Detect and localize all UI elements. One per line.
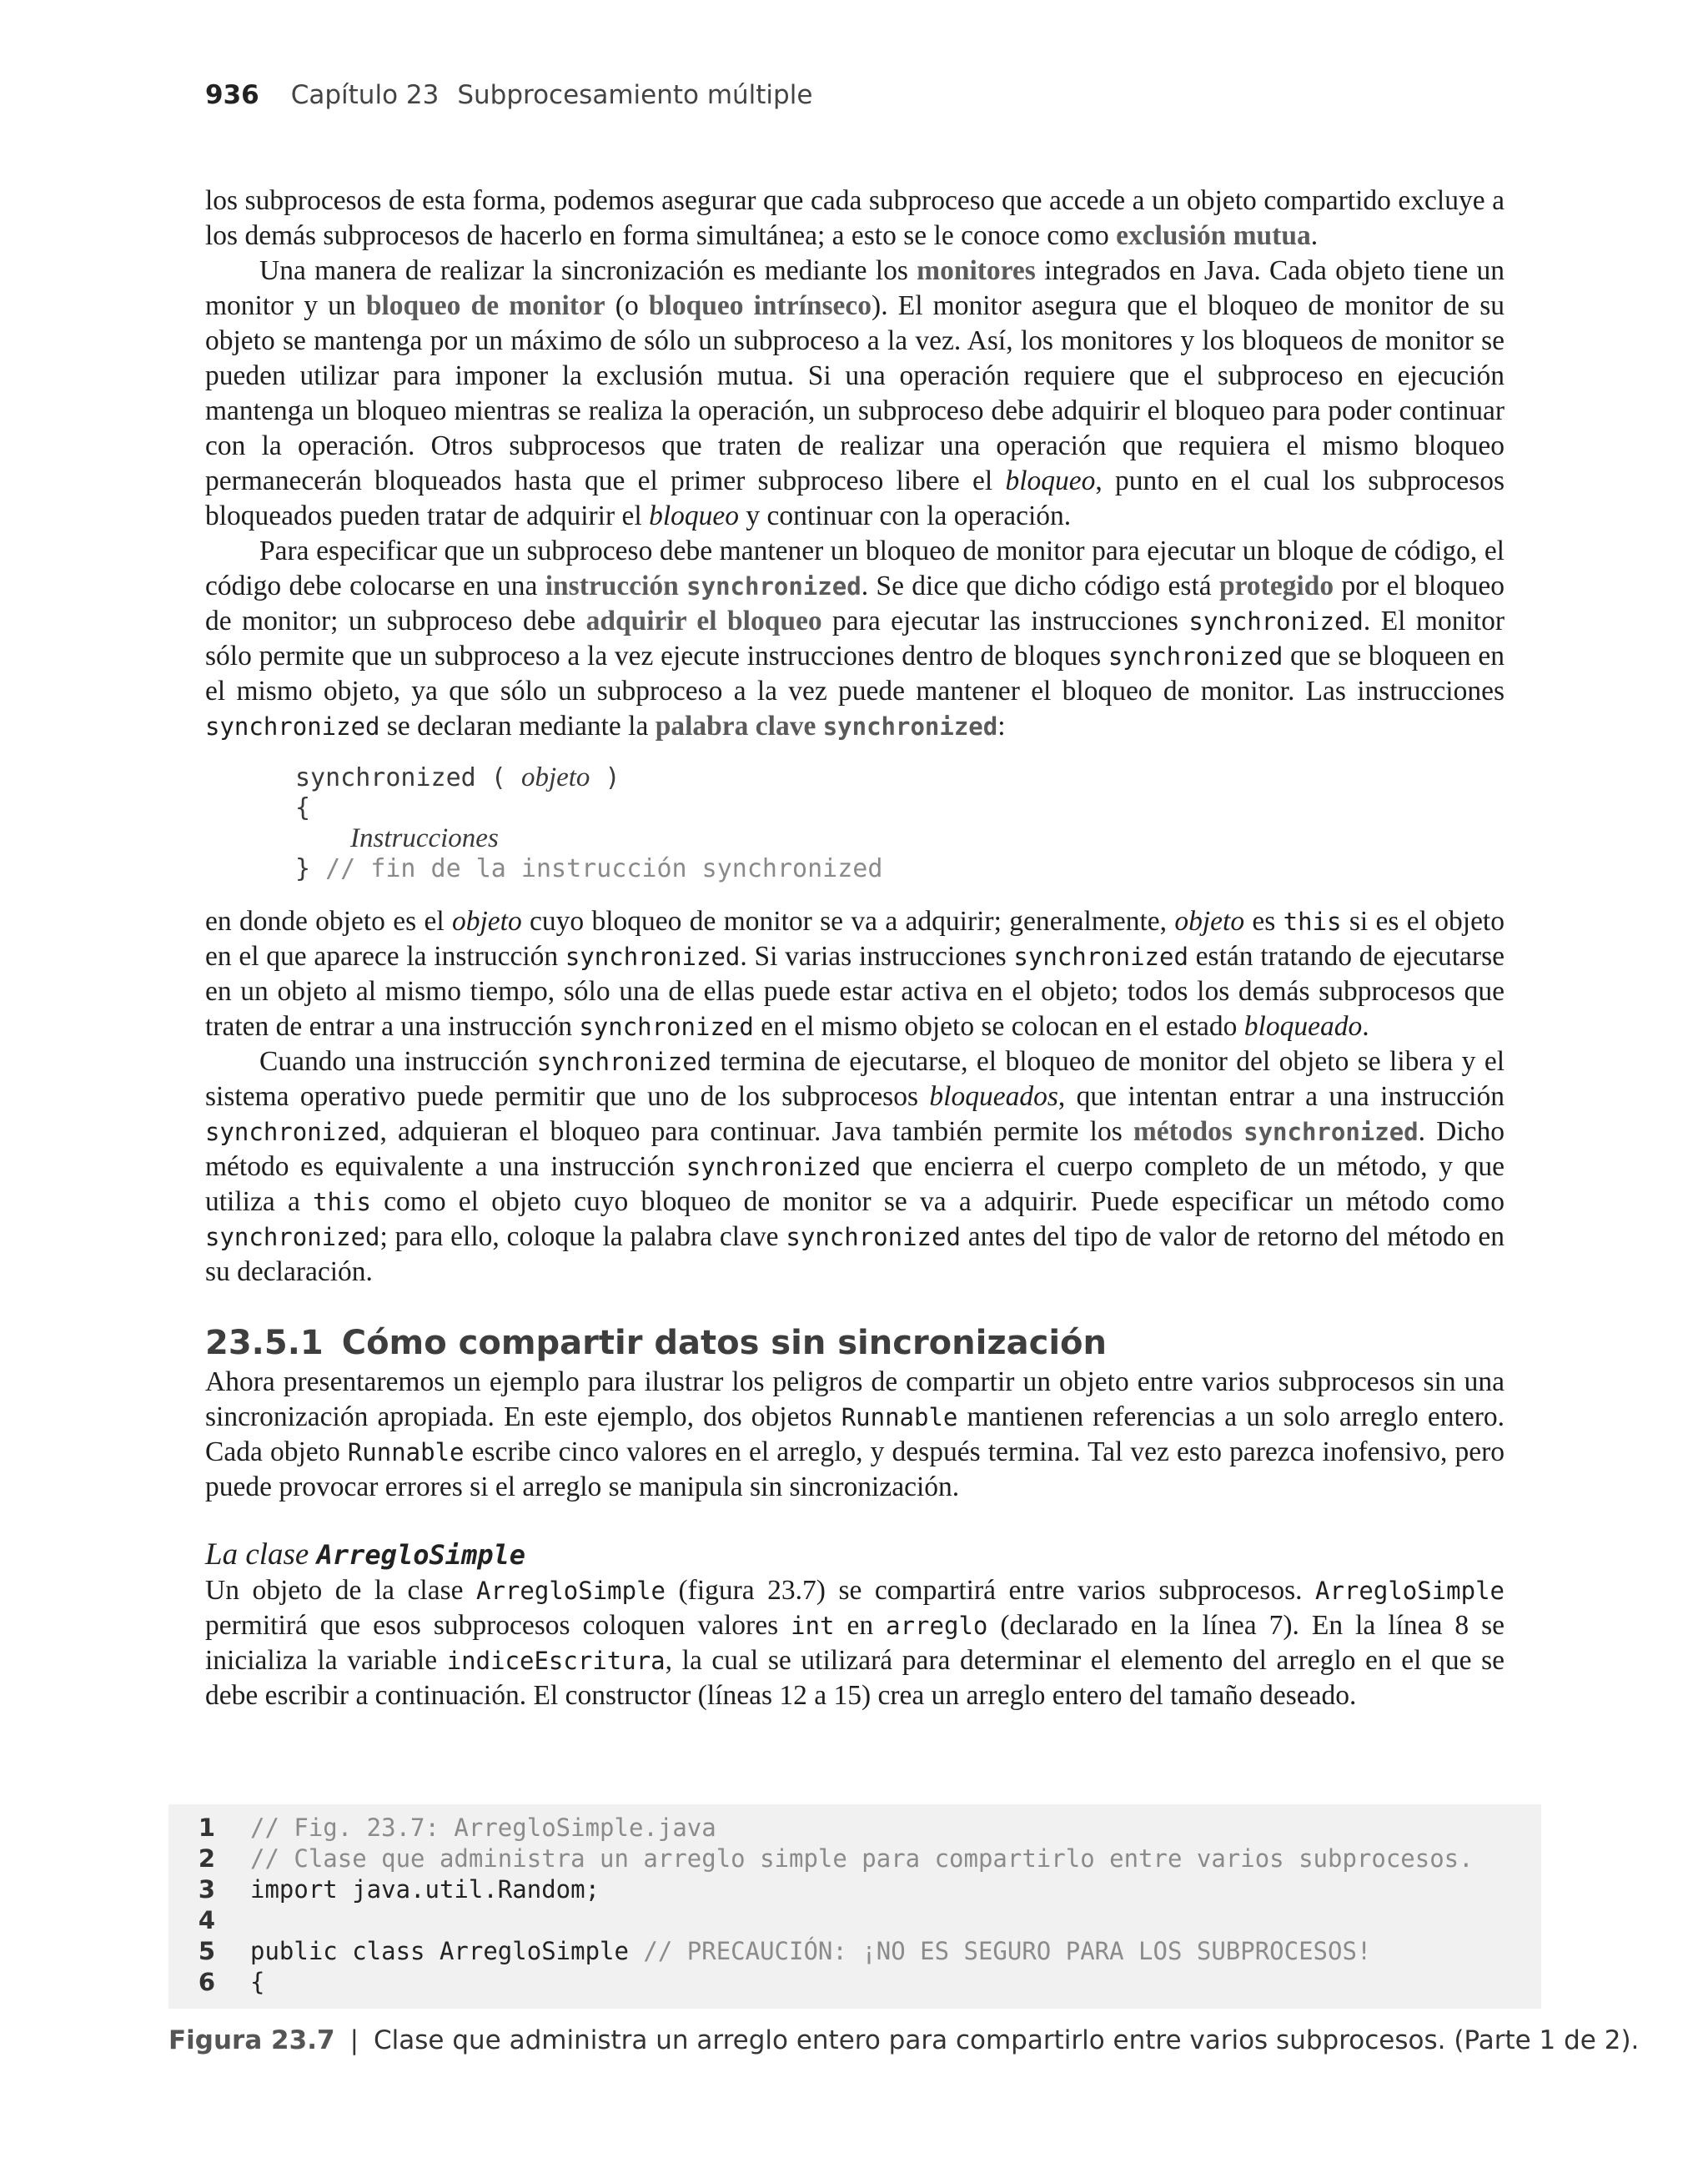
paragraph: Para especificar que un subproceso debe mantener un bloqueo de monitor para ejecutar un bloque de código, el código debe colocarse en una instrucción synchronized. Se dice que dicho código está protegido por el bloqueo de monitor; un subproceso debe adquirir el bloqueo para ejecutar las instrucciones synchronized. El monitor sólo permite que un subproceso a la vez ejecute instrucciones dentro de bloques synchronized que se bloqueen en el mismo objeto, ya que sólo un subproceso a la vez puede mantener el bloqueo de monitor. Las instrucciones synchronized se declaran mediante la palabra clave synchronized: (205, 536, 1505, 742)
code-line (295, 762, 1505, 793)
paragraph: en donde objeto es el objeto cuyo bloqueo de monitor se va a adquirir; generalmente, objeto es this si es el objeto en el que aparece la instrucción synchronized. Si varias instrucciones synchronized están tratando de ejecutarse en un objeto al mismo tiempo, sólo una de ellas puede estar activa en el objeto; todos los demás subprocesos que traten de entrar a una instrucción synchronized en el mismo objeto se colocan en el estado bloqueado. (205, 906, 1505, 1042)
term-objeto: objeto (1174, 906, 1245, 937)
figure-caption (168, 2025, 1639, 2055)
paragraph: Cuando una instrucción synchronized termina de ejecutarse, el bloqueo de monitor del objeto se libera y el sistema operativo puede permitir que uno de los subprocesos bloqueados, que intentan entrar a una instrucción synchronized, adquieran el bloqueo para continuar. Java también permite los métodos synchronized. Dicho método es equivalente a una instrucción synchronized que encierra el cuerpo completo de un método, y que utiliza a this como el objeto cuyo bloqueo de monitor se va a adquirir. Puede especificar un método como synchronized; para ello, coloque la palabra clave synchronized antes del tipo de valor de retorno del método en su declaración. (205, 1046, 1505, 1287)
term-metodos: métodos (1133, 1116, 1233, 1147)
term-exclusion-mutua: exclusión mutua (1116, 220, 1311, 251)
code-comment: // fin de la instrucción synchronized (325, 854, 883, 883)
term-monitores: monitores (917, 255, 1036, 286)
line-comment: // PRECAUCIÓN: ¡NO ES SEGURO PARA LOS SUBPROCESOS! (643, 1937, 1372, 1965)
line-number: 5 (198, 1937, 215, 1965)
code-brace: } (295, 854, 326, 883)
code-arreglo: arreglo (886, 1612, 988, 1640)
term-bloqueo-monitor: bloqueo de monitor (365, 290, 605, 321)
line-comment: // Clase que administra un arreglo simple para compartirlo entre varios subprocesos. (250, 1844, 1474, 1873)
caption-text: Clase que administra un arreglo entero para compartirlo entre varios subprocesos. (Parte 1 de 2). (374, 2025, 1640, 2055)
chapter-title: Subprocesamiento múltiple (457, 80, 813, 110)
line-code: { (250, 1968, 265, 1996)
running-header (205, 80, 812, 110)
subsection-title: La clase (205, 1537, 309, 1572)
listing-line (168, 1813, 716, 1844)
code-this: this (1283, 908, 1342, 936)
paragraph: Un objeto de la clase ArregloSimple (figura 23.7) se compartirá entre varios subprocesos. ArregloSimple permitirá que esos subprocesos coloquen valores int en arreglo (declarado en la línea 7). En la línea 8 se inicializa la variable indiceEscritura, la cual se utilizará para determinar el elemento del arreglo en el que se debe escribir a continuación. El constructor (líneas 12 a 15) crea un arreglo entero del tamaño deseado. (205, 1575, 1505, 1711)
section-title: Cómo compartir datos sin sincronización (341, 1324, 1107, 1362)
line-number: 3 (198, 1875, 215, 1904)
paragraph: Ahora presentaremos un ejemplo para ilustrar los peligros de compartir un objeto entre varios subprocesos sin una sincronización apropiada. En este ejemplo, dos objetos Runnable mantienen referencias a un solo arreglo entero. Cada objeto Runnable escribe cinco valores en el arreglo, y después termina. Tal vez esto parezca inofensivo, pero puede provocar errores si el arreglo se manipula sin sincronización. (205, 1366, 1505, 1502)
body-text (205, 184, 1505, 1713)
caption-separator: | (349, 2025, 359, 2055)
code-listing (168, 1804, 1541, 2009)
code-synchronized: synchronized (205, 712, 380, 741)
line-comment: // Fig. 23.7: ArregloSimple.java (250, 1813, 716, 1842)
code-line: { (295, 793, 311, 822)
code-synchronized: synchronized (1013, 943, 1188, 971)
term-synchronized: synchronized (822, 712, 998, 741)
term-bloqueo: bloqueo (649, 500, 740, 531)
code-class: ArregloSimple (476, 1577, 666, 1605)
line-number: 6 (198, 1968, 215, 1996)
term-bloqueados: bloqueados (929, 1081, 1058, 1112)
term-synchronized: synchronized (1243, 1118, 1419, 1146)
section-heading (205, 1323, 1505, 1363)
subsection-heading (205, 1537, 1505, 1573)
line-number: 1 (198, 1813, 215, 1842)
code-runnable: Runnable (841, 1403, 958, 1431)
term-bloqueo: bloqueo (1005, 465, 1096, 496)
listing-line (168, 1874, 600, 1905)
term-bloqueado: bloqueado (1243, 1011, 1363, 1042)
listing-line (168, 1844, 1474, 1874)
paragraph: Una manera de realizar la sincronización es mediante los monitores integrados en Java. Cada objeto tiene un monitor y un bloqueo de monitor (o bloqueo intrínseco). El monitor asegura que el bloqueo de monitor de su objeto se mantenga por un máximo de sólo un subproceso a la vez. Así, los monitores y los bloqueos de monitor se pueden utilizar para imponer la exclusión mutua. Si una operación requiere que el subproceso en ejecución mantenga un bloqueo mientras se realiza la operación, un subproceso debe adquirir el bloqueo para poder continuar con la operación. Otros subprocesos que traten de realizar una operación que requiera el mismo bloqueo permanecerán bloqueados hasta que el primer subproceso libere el bloqueo, punto en el cual los subprocesos bloqueados pueden tratar de adquirir el bloqueo y continuar con la operación. (205, 255, 1505, 531)
code-synchronized: synchronized (786, 1223, 961, 1251)
paragraph: los subprocesos de esta forma, podemos asegurar que cada subproceso que accede a un objeto compartido excluye a los demás subprocesos de hacerlo en forma simultánea; a esto se le conoce como exclusión mutua. (205, 185, 1505, 251)
line-code: import java.util.Random; (250, 1875, 600, 1904)
page-number: 936 (205, 80, 259, 110)
code-synchronized: synchronized (1188, 607, 1364, 636)
code-placeholder: Instrucciones (350, 823, 499, 853)
term-palabra-clave: palabra clave (655, 711, 816, 742)
code-this: this (313, 1188, 371, 1216)
code-synchronized: synchronized (565, 943, 741, 971)
term-synchronized: synchronized (686, 572, 862, 601)
term-adquirir-bloqueo: adquirir el bloqueo (585, 606, 822, 636)
line-code: public class ArregloSimple (250, 1937, 644, 1965)
listing-line (168, 1967, 264, 1998)
code-synchronized: synchronized (686, 1153, 862, 1181)
term-instruccion: instrucción (545, 571, 679, 601)
figure-label: Figura 23.7 (168, 2025, 335, 2055)
line-number: 4 (198, 1906, 215, 1934)
code-indice: indiceEscritura (446, 1647, 666, 1675)
code-synchronized: synchronized (1108, 642, 1284, 671)
listing-line (168, 1936, 1371, 1967)
term-protegido: protegido (1219, 571, 1334, 601)
code-class: ArregloSimple (1315, 1577, 1505, 1605)
section-number: 23.5.1 (205, 1324, 324, 1362)
code-param: objeto (520, 762, 590, 792)
chapter-label: Capítulo 23 (290, 80, 440, 110)
line-number: 2 (198, 1844, 215, 1873)
code-int: int (791, 1612, 835, 1640)
code-synchronized: synchronized (536, 1048, 712, 1076)
code-keyword: synchronized ( (295, 763, 521, 792)
code-line (295, 823, 1505, 854)
subsection-class-name: ArregloSimple (316, 1539, 526, 1571)
code-line (295, 854, 1505, 884)
syntax-example (295, 762, 1505, 884)
term-objeto: objeto (451, 906, 522, 937)
listing-line (168, 1905, 250, 1936)
code-runnable: Runnable (347, 1438, 465, 1466)
code-synchronized: synchronized (205, 1223, 380, 1251)
code-synchronized: synchronized (205, 1118, 380, 1146)
code-synchronized: synchronized (579, 1013, 754, 1041)
code-paren: ) (590, 763, 620, 792)
term-bloqueo-intrinseco: bloqueo intrínseco (648, 290, 872, 321)
